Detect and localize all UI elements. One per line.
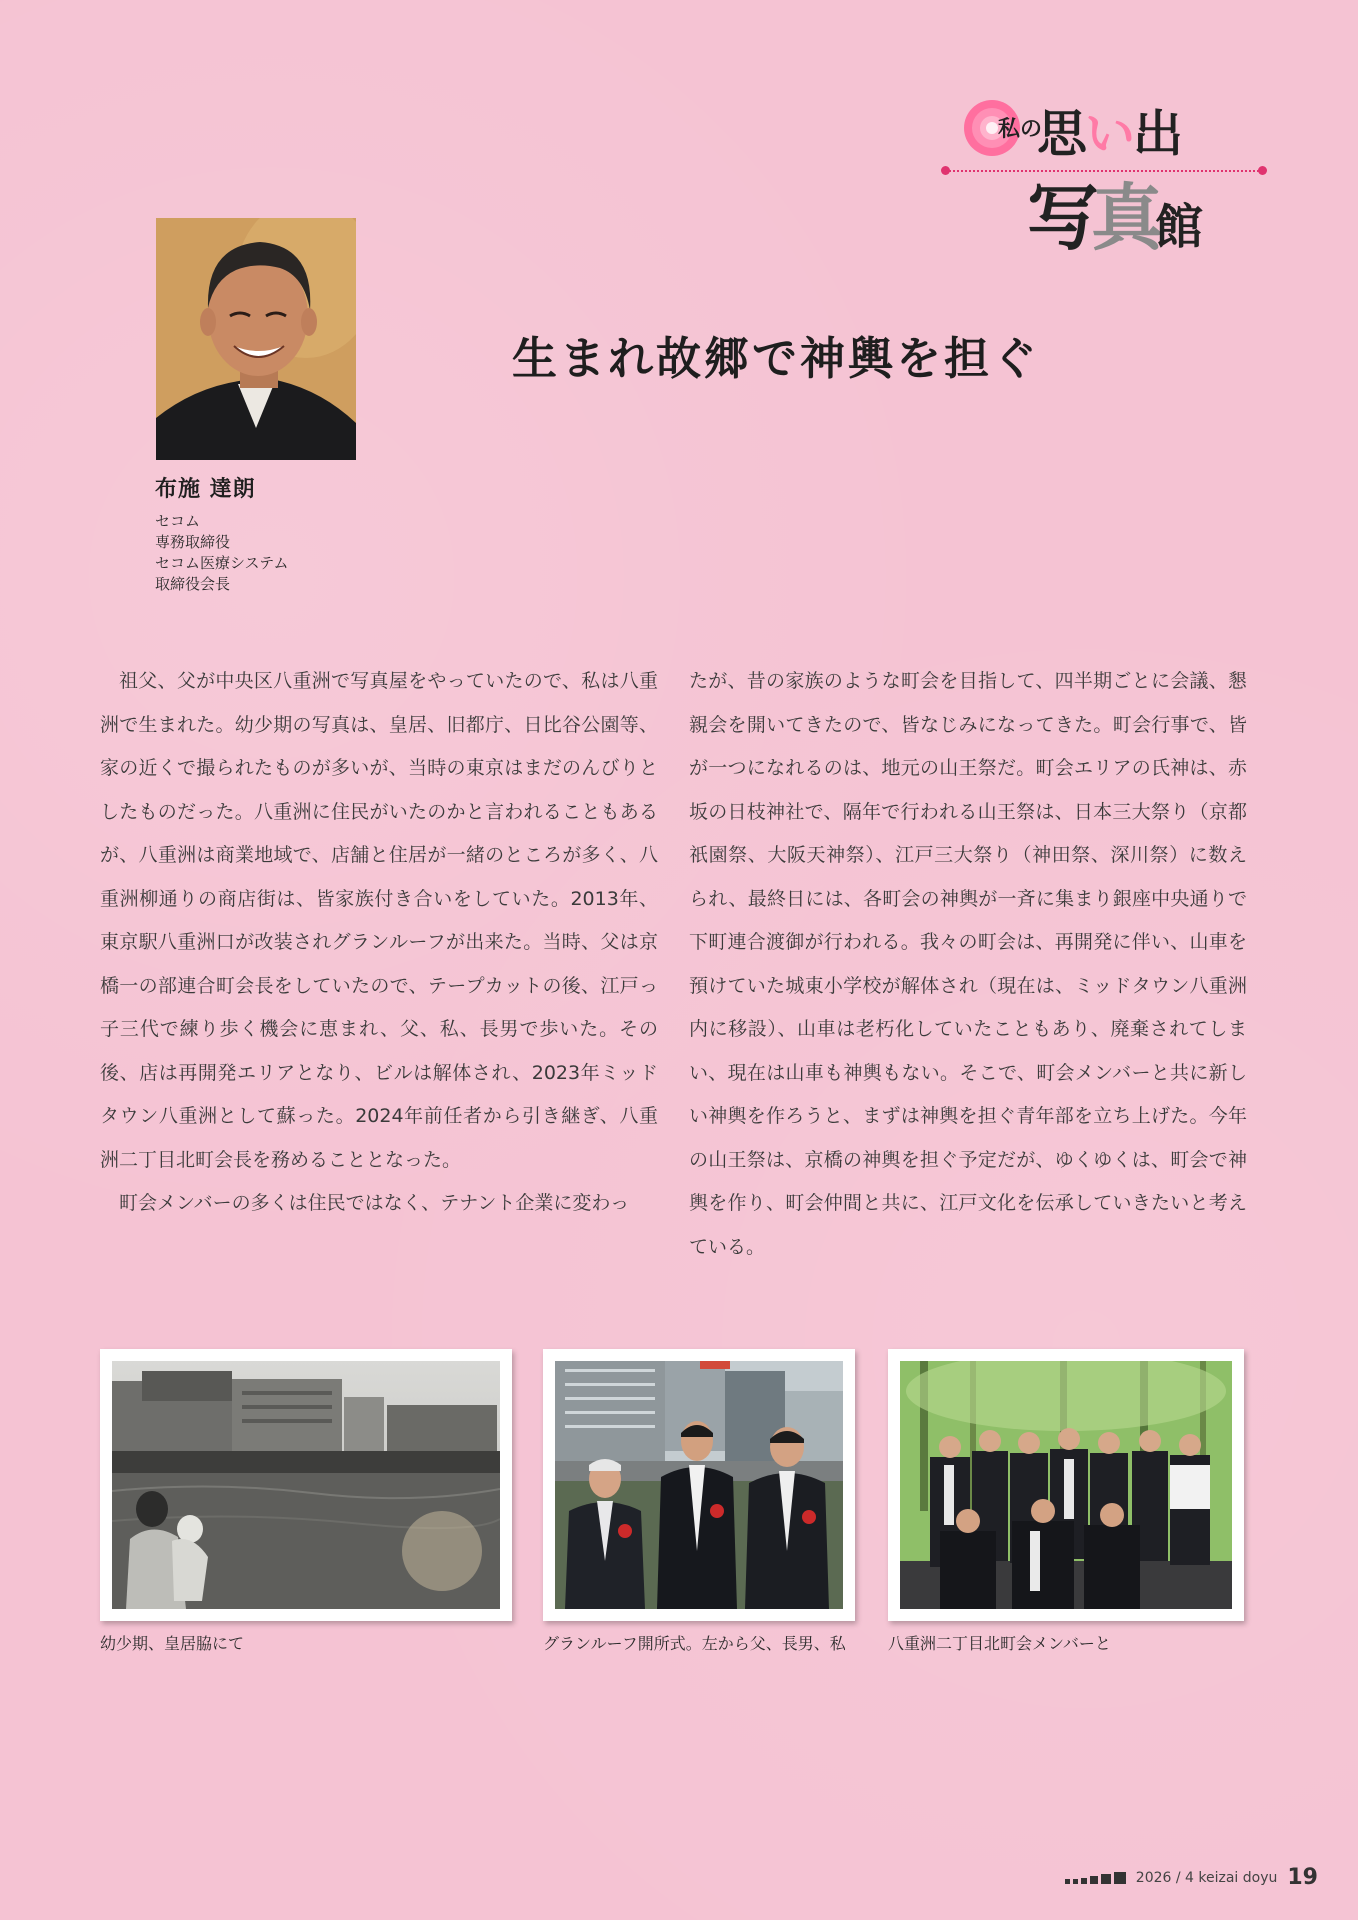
author-title-line: セコム医療システム [155,554,289,572]
logo-shashinkan: 写真館 [1027,175,1204,260]
photo-caption: 八重洲二丁目北町会メンバーと [888,1634,1111,1653]
author-title-line: 専務取締役 [155,533,231,551]
logo-watashi: 私の [998,116,1043,142]
author-name: 布施 達朗 [155,477,256,502]
footer-issue: 2026 / 4 keizai doyu [1135,1869,1278,1886]
page-number: 19 [1287,1865,1318,1890]
article-title: 生まれ故郷で神輿を担ぐ [512,332,1041,385]
footer-blocks-icon [1065,1872,1126,1884]
logo-omoide: 思い出 [1037,104,1181,163]
photo-caption: 幼少期、皇居脇にて [100,1634,245,1653]
body-column-left [100,660,658,1226]
page-footer [1065,1865,1318,1890]
author-title-line: セコム [155,512,201,530]
author-titles [155,511,415,595]
author-title-line: 取締役会長 [155,575,231,593]
photo-caption: グランルーフ開所式。左から父、長男、私 [543,1634,846,1653]
author-portrait [156,218,356,460]
body-column-right [689,660,1247,1269]
body-paragraph: 祖父、父が中央区八重洲で写真屋をやっていたので、私は八重洲で生まれた。幼少期の写真は、皇居、旧都庁、日比谷公園等、家の近くで撮られたものが多いが、当時の東京はまだのんびりとしたものだった。八重洲に住民がいたのかと言われることもあるが、八重洲は商業地域で、店舗と住居が一緒のところが多く、八重洲柳通りの商店街は、皆家族付き合いをしていた。2013年、東京駅八重洲口が改装されグランルーフが出来た。当時、父は京橋一の部連合町会長をしていたので、テープカットの後、江戸っ子三代で練り歩く機会に恵まれ、父、私、長男で歩いた。その後、店は再開発エリアとなり、ビルは解体され、2023年ミッドタウン八重洲として蘇った。2024年前任者から引き継ぎ、八重洲二丁目北町会長を務めることとなった。 [100,670,658,1171]
photo-childhood [100,1349,512,1621]
photo-granroof-opening [543,1349,855,1621]
photo-association-members [888,1349,1244,1621]
author-info [155,472,415,595]
body-paragraph: 町会メンバーの多くは住民ではなく、テナント企業に変わっ [119,1192,630,1214]
body-paragraph: たが、昔の家族のような町会を目指して、四半期ごとに会議、懇親会を開いてきたので、皆なじみになってきた。町会行事で、皆が一つになれるのは、地元の山王祭だ。町会エリアの氏神は、赤坂の日枝神社で、隔年で行われる山王祭は、日本三大祭り（京都祇園祭、大阪天神祭）、江戸三大祭り（神田祭、深川祭）に数えられ、最終日には、各町会の神輿が一斉に集まり銀座中央通りで下町連合渡御が行われる。我々の町会は、再開発に伴い、山車を預けていた城東小学校が解体され（現在は、ミッドタウン八重洲内に移設）、山車は老朽化していたこともあり、廃棄されてしまい、現在は山車も神輿もない。そこで、町会メンバーと共に新しい神輿を作ろうと、まずは神輿を担ぐ青年部を立ち上げた。今年の山王祭は、京橋の神輿を担ぐ予定だが、ゆくゆくは、町会で神輿を作り、町会仲間と共に、江戸文化を伝承していきたいと考えている。 [689,670,1247,1258]
series-logo [935,92,1275,262]
